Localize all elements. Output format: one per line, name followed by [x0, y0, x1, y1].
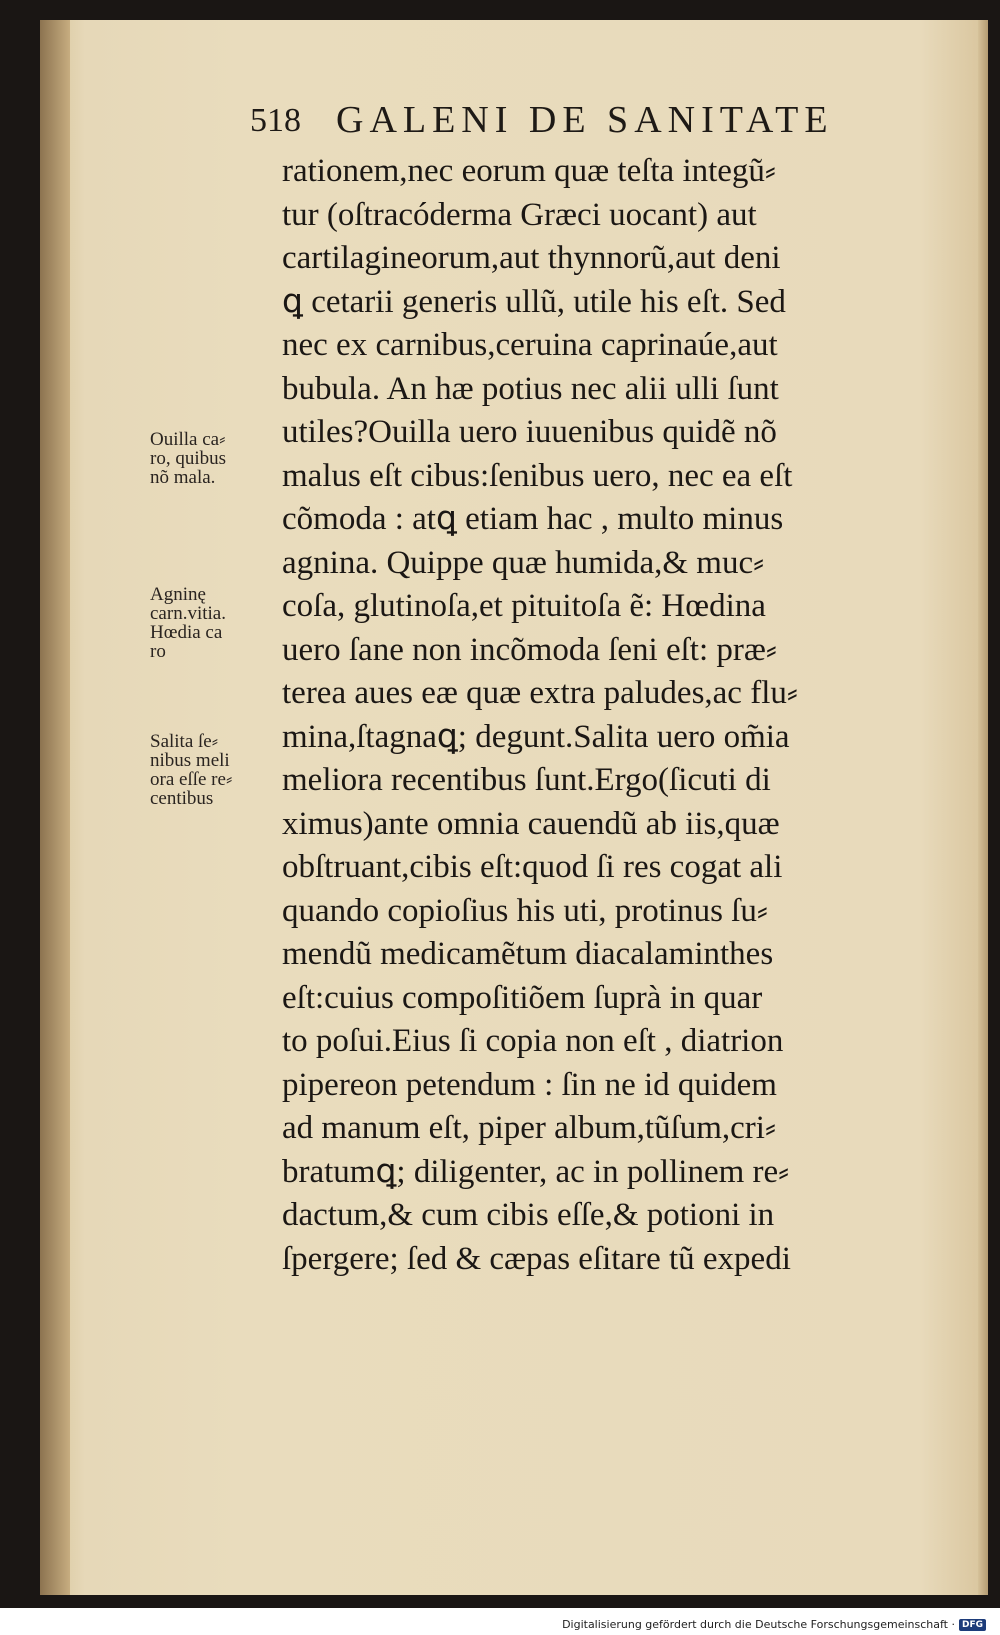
text-line: utiles?Ouilla uero iuuenibus quidẽ nõ	[282, 414, 777, 450]
marginal-note-line: ora eſſe re⸗	[150, 769, 233, 790]
text-line: bratumꝗ; diligenter, ac in pollinem re⸗	[282, 1153, 790, 1190]
marginal-note-ouilla	[150, 430, 280, 487]
page-edge	[978, 20, 988, 1595]
digitization-credit	[562, 1618, 986, 1631]
text-line: obſtruant,cibis eſt:quod ſi res cogat ali	[282, 849, 783, 885]
text-line: mina,ſtagnaꝗ; degunt.Salita uero om̃ia	[282, 718, 790, 755]
text-line: meliora recentibus ſunt.Ergo(ſicuti di	[282, 762, 771, 798]
text-line: rationem,nec eorum quæ teſta integũ⸗	[282, 153, 776, 189]
marginal-note-salita	[150, 732, 280, 808]
marginal-note-line: Hœdia ca	[150, 622, 223, 643]
text-line: terea aues eæ quæ extra paludes,ac flu⸗	[282, 675, 798, 711]
text-line: cõmoda : atꝗ etiam hac , multo minus	[282, 501, 784, 537]
marginal-note-line: Salita ſe⸗	[150, 731, 219, 752]
text-line: nec ex carnibus,ceruina caprinaúe,aut	[282, 327, 778, 363]
text-line: dactum,& cum cibis eſſe,& potioni in	[282, 1197, 775, 1233]
marginal-note-line: Ouilla ca⸗	[150, 429, 226, 450]
text-line: ad manum eſt, piper album,tũſum,cri⸗	[282, 1110, 776, 1146]
page-header	[250, 98, 930, 148]
text-line: mendũ medicamẽtum diacalaminthes	[282, 936, 774, 972]
text-line: ximus)ante omnia cauendũ ab iis,quæ	[282, 805, 780, 842]
text-line: tur (oſtracóderma Græci uocant) aut	[282, 196, 757, 233]
running-title: GALENI DE SANITATE	[336, 99, 834, 141]
text-line: agnina. Quippe quæ humida,& muc⸗	[282, 544, 765, 581]
marginal-note-agninae	[150, 585, 280, 661]
text-line: malus eſt cibus:ſenibus uero, nec ea eſt	[282, 457, 793, 494]
marginal-note-line: ro, quibus	[150, 448, 226, 469]
text-line: to poſui.Eius ſi copia non eſt , diatrion	[282, 1023, 784, 1059]
page-gutter	[40, 20, 70, 1595]
marginal-note-line: nõ mala.	[150, 467, 216, 488]
page-number: 518	[250, 102, 301, 139]
text-line: ꝗ cetarii generis ullũ, utile his eſt. Sed	[282, 283, 786, 320]
dfg-logo: DFG	[959, 1619, 986, 1631]
text-line: coſa, glutinoſa,et pituitoſa ẽ: Hœdina	[282, 588, 766, 624]
marginal-note-line: centibus	[150, 788, 214, 809]
text-line: bubula. An hæ potius nec alii ulli ſunt	[282, 370, 779, 407]
text-line: eſt:cuius compoſitiõem ſuprà in quar	[282, 979, 763, 1016]
marginal-note-line: nibus meli	[150, 750, 230, 771]
text-line: pipereon petendum : ſin ne id quidem	[282, 1066, 777, 1103]
marginal-note-line: ro	[150, 641, 166, 662]
marginal-note-line: carn.vitia.	[150, 603, 226, 624]
marginal-note-line: Agninę	[150, 584, 206, 605]
credit-text: Digitalisierung gefördert durch die Deutsche Forschungsgemeinschaft ·	[562, 1618, 955, 1631]
main-text	[282, 150, 942, 1281]
text-line: quando copioſius his uti, protinus ſu⸗	[282, 892, 768, 929]
text-line: ſpergere; ſed & cæpas eſitare tũ expedi	[282, 1240, 791, 1277]
text-line: uero ſane non incõmoda ſeni eſt: præ⸗	[282, 631, 777, 668]
text-line: cartilagineorum,aut thynnorũ,aut deni	[282, 240, 781, 276]
